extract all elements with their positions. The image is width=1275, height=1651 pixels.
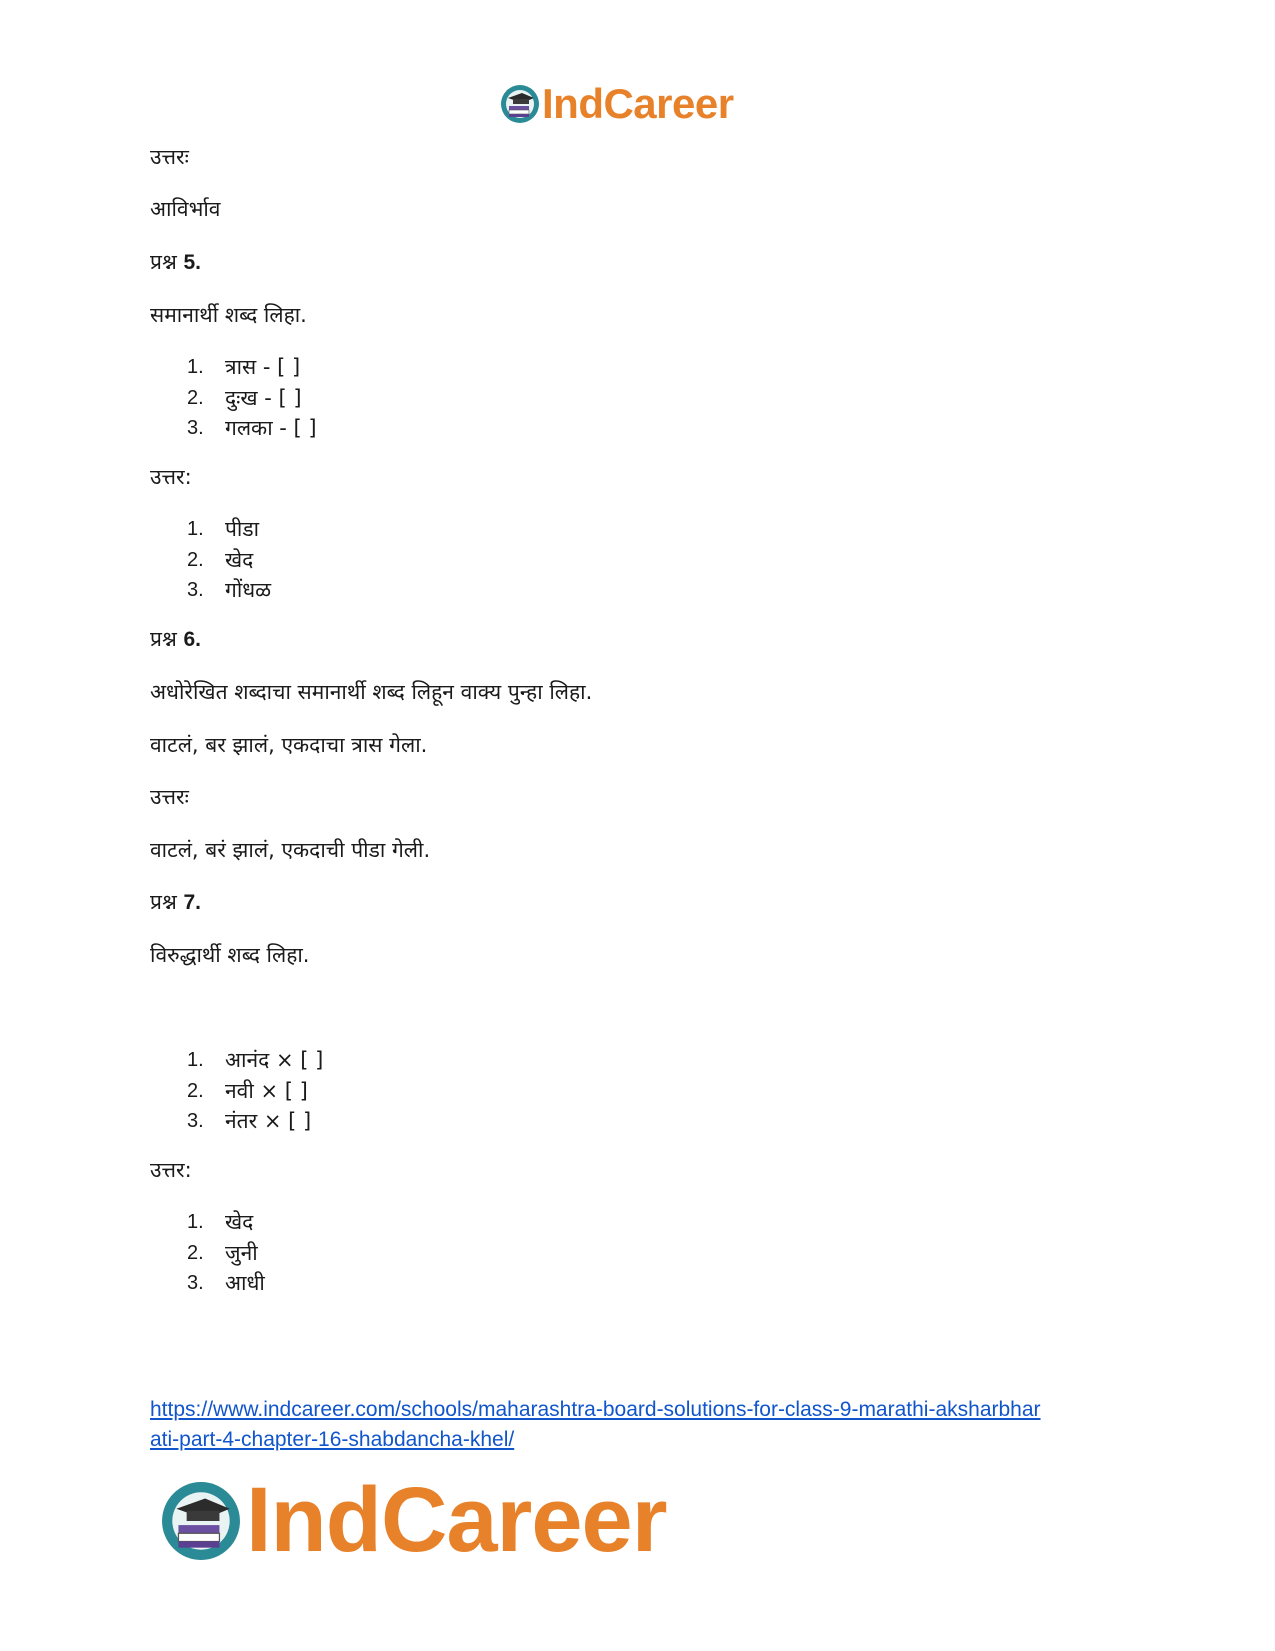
source-link-line-2[interactable]: ati-part-4-chapter-16-shabdancha-khel/ bbox=[150, 1428, 515, 1451]
list-number: 1. bbox=[187, 1211, 204, 1233]
list-number: 2. bbox=[187, 386, 204, 409]
list-number: 3. bbox=[187, 579, 204, 601]
list-item bbox=[150, 575, 271, 606]
list-number: 1. bbox=[187, 518, 204, 540]
list-item bbox=[150, 514, 271, 545]
source-link[interactable] bbox=[150, 1395, 1140, 1455]
list-item-text: गलका - [ ] bbox=[225, 416, 317, 440]
question-number: 7. bbox=[183, 891, 201, 914]
list-number: 1. bbox=[187, 356, 204, 378]
list-number: 2. bbox=[187, 1079, 204, 1102]
graduation-book-icon bbox=[160, 1480, 242, 1562]
list-item bbox=[150, 1238, 265, 1269]
question-text: समानार्थी शब्द लिहा. bbox=[150, 303, 307, 327]
list-number: 3. bbox=[187, 417, 204, 439]
question-number: 5. bbox=[183, 251, 201, 274]
footer-logo bbox=[160, 1468, 667, 1573]
question-heading bbox=[150, 625, 201, 654]
list-number: 3. bbox=[187, 1272, 204, 1294]
list-item-text: पीडा bbox=[225, 517, 260, 541]
answer-label: उत्तरः bbox=[150, 785, 189, 809]
list-item bbox=[150, 1207, 265, 1238]
question-number: 6. bbox=[183, 628, 201, 651]
answer-text: वाटलं, बरं झालं, एकदाची पीडा गेली. bbox=[150, 838, 431, 862]
list-item-text: खेद bbox=[225, 1210, 254, 1234]
list-number: 2. bbox=[187, 548, 204, 571]
list-item bbox=[150, 1106, 323, 1137]
question-5-list bbox=[150, 352, 317, 444]
list-item-text: नवी × [ ] bbox=[225, 1078, 308, 1103]
question-sentence: वाटलं, बर झालं, एकदाचा त्रास गेला. bbox=[150, 733, 428, 757]
list-item bbox=[150, 352, 317, 383]
answer-text: आविर्भाव bbox=[150, 197, 221, 221]
logo-wordmark: IndCareer bbox=[246, 1469, 667, 1571]
answer-label: उत्तर: bbox=[150, 465, 192, 489]
list-item bbox=[150, 545, 271, 576]
source-link-line-1[interactable]: https://www.indcareer.com/schools/maharashtra-board-solutions-for-class-9-marathi-aksharbhar bbox=[150, 1398, 1041, 1421]
list-number: 3. bbox=[187, 1110, 204, 1132]
list-item-text: जुनी bbox=[225, 1240, 258, 1265]
list-item bbox=[150, 413, 317, 444]
list-item bbox=[150, 383, 317, 414]
header-logo bbox=[500, 80, 734, 128]
logo-wordmark: IndCareer bbox=[542, 80, 734, 127]
answer-label: उत्तर: bbox=[150, 1158, 192, 1182]
list-number: 2. bbox=[187, 1241, 204, 1264]
answer-label: उत्तरः bbox=[150, 145, 189, 169]
list-item-text: त्रास - [ ] bbox=[225, 355, 301, 379]
question-7-list bbox=[150, 1045, 323, 1137]
question-text: अधोरेखित शब्दाचा समानार्थी शब्द लिहून वाक्य पुन्हा लिहा. bbox=[150, 680, 593, 704]
question-prefix: प्रश्न bbox=[150, 627, 177, 651]
graduation-book-icon bbox=[500, 84, 540, 124]
question-heading bbox=[150, 248, 201, 277]
question-heading bbox=[150, 888, 201, 917]
list-item bbox=[150, 1076, 323, 1107]
list-item-text: खेद bbox=[225, 547, 254, 572]
answer-5-list bbox=[150, 514, 271, 606]
list-item-text: आधी bbox=[225, 1271, 265, 1295]
list-number: 1. bbox=[187, 1049, 204, 1071]
list-item-text: आनंद × [ ] bbox=[225, 1048, 324, 1072]
answer-7-list bbox=[150, 1207, 265, 1299]
list-item bbox=[150, 1268, 265, 1299]
list-item-text: नंतर × [ ] bbox=[225, 1109, 312, 1133]
question-text: विरुद्धार्थी शब्द लिहा. bbox=[150, 943, 310, 967]
question-prefix: प्रश्न bbox=[150, 250, 177, 274]
list-item-text: गोंधळ bbox=[225, 578, 272, 602]
list-item-text: दुःख - [ ] bbox=[225, 385, 302, 410]
question-prefix: प्रश्न bbox=[150, 890, 177, 914]
list-item bbox=[150, 1045, 323, 1076]
